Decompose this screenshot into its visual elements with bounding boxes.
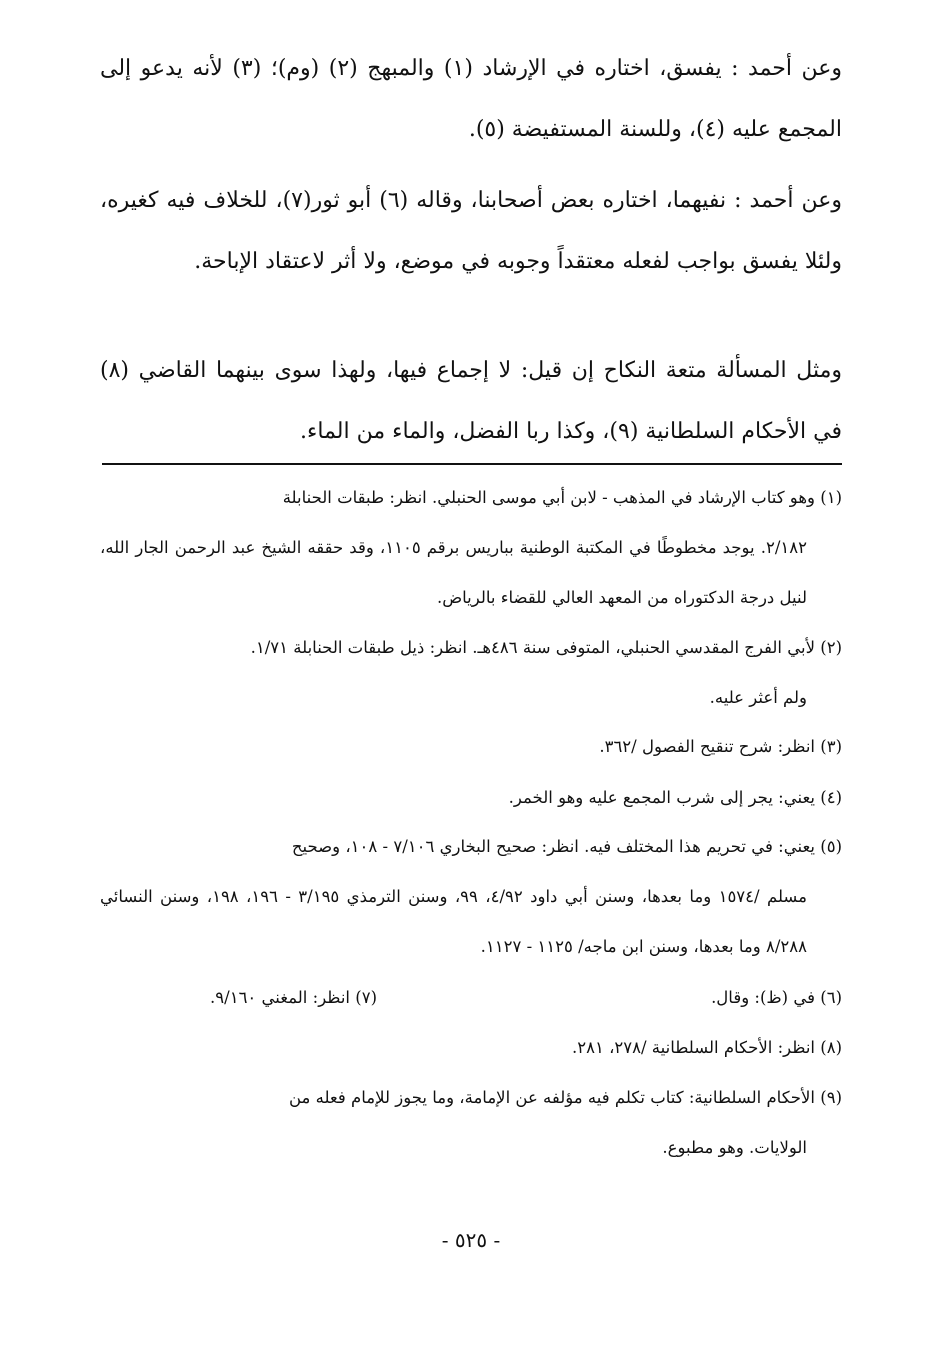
footnote-continuation: الولايات. وهو مطبوع. (662, 1138, 807, 1157)
page-number: - ٥٢٥ - (441, 1228, 501, 1252)
footnote-text: (١) وهو كتاب الإرشاد في المذهب - لابن أبي موسى الحنبلي. انظر: طبقات الحنابلة (282, 488, 842, 507)
footnote-1 (100, 473, 842, 623)
body-paragraph: وعن أحمد : نفيهما، اختاره بعض أصحابنا، وقاله (٦) أبو ثور(٧)، للخلاف فيه كغيره، ولئلا يفسق بواجب لفعله معتقداً وجوبه في موضع، ولا أثر لاعتقاد الإباحة. (100, 188, 842, 274)
footnote-2 (100, 623, 842, 723)
footnote-7: (٧) انظر: المغني ٩/١٦٠. (210, 988, 377, 1007)
footnote-6: (٦) في (ظ): وقال. (711, 988, 842, 1007)
footnote-text: (٢) لأبي الفرج المقدسي الحنبلي، المتوفى سنة ٤٨٦هـ. انظر: ذيل طبقات الحنابلة ١/٧١. (250, 638, 842, 657)
footnote-9 (100, 1073, 842, 1173)
footnote-continuation: مسلم /١٥٧٤ وما بعدها، وسنن أبي داود ٤/٩٢، ٩٩، وسنن الترمذي ٣/١٩٥ - ١٩٦، ١٩٨، وسنن النسائي ٨/٢٨٨ وما بعدها، وسنن ابن ماجه/ ١١٢٥ - ١١٢٧. (100, 887, 807, 956)
footnote-text: (٩) الأحكام السلطانية: كتاب تكلم فيه مؤلفه عن الإمامة، وما يجوز للإمام فعله من (288, 1088, 842, 1107)
body-paragraph: وعن أحمد : يفسق، اختاره في الإرشاد (١) والمبهج (٢) (وم)؛ (٣) لأنه يدعو إلى المجمع عليه (٤)، وللسنة المستفيضة (٥). (100, 56, 843, 142)
footnote-5 (100, 822, 842, 972)
footnote-8: (٨) انظر: الأحكام السلطانية /٢٧٨، ٢٨١. (571, 1038, 842, 1057)
footnote-continuation: ولم أعثر عليه. (709, 688, 807, 707)
footnote-separator (102, 463, 842, 465)
footnote-continuation: ٢/١٨٢. يوجد مخطوطًا في المكتبة الوطنية بباريس برقم ١١٠٥، وقد حققه الشيخ عبد الرحمن الجار الله، لنيل درجة الدكتوراه من المعهد العالي للقضاء بالرياض. (100, 538, 807, 607)
footnote-3: (٣) انظر: شرح تنقيح الفصول /٣٦٢. (599, 737, 842, 756)
body-paragraph: ومثل المسألة متعة النكاح إن قيل: لا إجماع فيها، ولهذا سوى بينهما القاضي (٨) في الأحكام السلطانية (٩)، وكذا ربا الفضل، والماء من الماء. (100, 358, 842, 444)
footnote-text: (٥) يعني: في تحريم هذا المختلف فيه. انظر: صحيح البخاري ٧/١٠٦ - ١٠٨، وصحيح (291, 837, 842, 856)
footnote-4: (٤) يعني: يجر إلى شرب المجمع عليه وهو الخمر. (508, 788, 842, 807)
